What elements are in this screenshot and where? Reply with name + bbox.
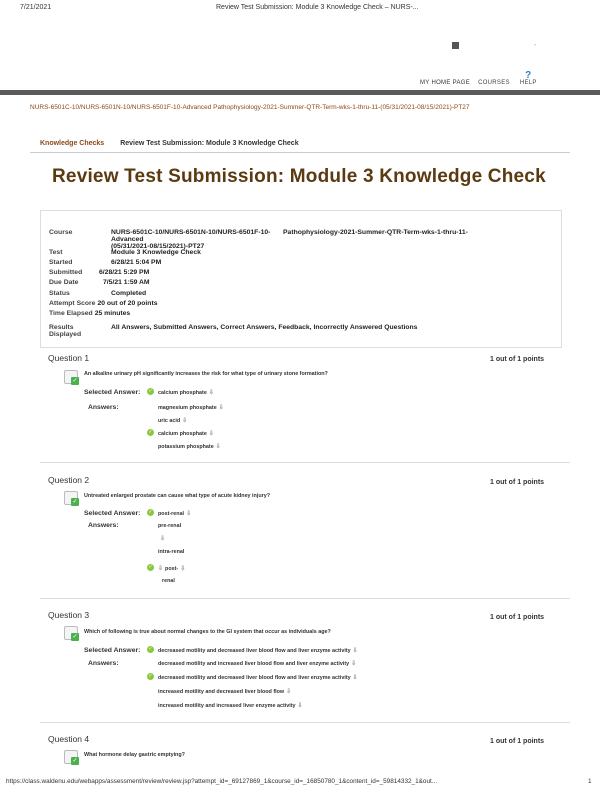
feedback-icon[interactable]: ⇩ [352,648,358,654]
selected-answer-label: Selected Answer: [84,510,141,517]
info-label: Test [49,249,63,256]
nav-help[interactable] [520,71,537,86]
feedback-icon[interactable]: ⇩ [352,675,358,681]
question-text: Untreated enlarged prostate can cause what type of acute kidney injury? [84,493,271,499]
info-value: All Answers, Submitted Answers, Correct Answers, Feedback, Incorrectly Answered Questions [111,324,418,331]
question-divider [40,598,570,599]
feedback-icon[interactable]: ⇩ [218,405,224,411]
info-label: Started [49,259,73,266]
nav-courses[interactable]: COURSES [478,80,510,86]
header-dash: - [534,42,537,49]
print-title: Review Test Submission: Module 3 Knowledge Check – NURS-... [216,4,419,11]
info-value: NURS-6501C-10/NURS-6501N-10/NURS-6501F-10-Advanced (05/31/2021-08/15/2021)-PT27 [111,229,271,250]
info-value: Completed [111,290,147,297]
info-time-elapsed [49,310,130,317]
answer-option: magnesium phosphate ⇩ [158,405,224,411]
top-navigation-bar [0,16,600,91]
sub-breadcrumb [40,140,299,147]
answer-option: uric acid ⇩ [158,418,188,424]
answers-label: Answers: [88,660,119,667]
feedback-icon[interactable]: ⇩ [158,566,164,572]
info-test [49,249,201,256]
info-due-date [49,279,150,286]
info-label: Submitted [49,269,83,276]
info-label: Course [49,229,73,236]
feedback-icon[interactable]: ⇩ [351,661,357,667]
answer-option: calcium phosphate ⇩ [158,431,214,437]
answer-option: intra-renal [158,549,185,555]
info-value: 6/28/21 5:29 PM [99,269,150,276]
question-title: Question 3 [48,610,90,620]
correct-check-icon: ✓ [148,429,153,435]
help-icon: ? [525,70,532,81]
info-label: Time Elapsed [49,310,93,317]
main-nav [420,71,537,86]
page-title: Review Test Submission: Module 3 Knowledge Check [52,166,546,187]
check-icon: ✓ [72,758,78,764]
feedback-icon[interactable]: ⇩ [160,536,166,542]
print-page-number: 1 [588,778,592,785]
question-title: Question 1 [48,353,90,363]
print-footer-url: https://class.waldenu.edu/webapps/assessment/review/review.jsp?attempt_id=_69127869_1&course_id=_16850780_1&content_id=_59814332_1&out... [6,778,438,785]
print-header [0,0,600,16]
info-status [49,290,146,297]
answers-label: Answers: [88,404,119,411]
answer-option: pre-renal [158,523,182,529]
info-attempt-score [49,300,158,307]
question-text: An alkaline urinary pH significantly increases the risk for what type of urinary stone formation? [84,371,328,377]
info-submitted [49,269,149,276]
submission-details [40,210,562,348]
feedback-icon[interactable]: ⇩ [208,390,214,396]
correct-check-icon: ✓ [148,646,153,652]
question-divider [40,722,570,723]
correct-answer-icon [64,491,78,505]
feedback-icon[interactable]: ⇩ [208,431,214,437]
check-icon: ✓ [72,634,78,640]
selected-answer: post-renal ⇩ [158,511,192,517]
feedback-icon[interactable]: ⇩ [215,444,221,450]
info-value: 20 out of 20 points [97,300,158,307]
header-divider-bar [0,90,600,95]
question-score: 1 out of 1 points [490,738,545,745]
subnav-divider [30,152,570,153]
question-text: Which of following is true about normal changes to the GI system that occur as individuals age? [84,629,331,635]
correct-answer-icon [64,626,78,640]
info-course [49,229,468,250]
correct-check-icon: ✓ [148,388,153,394]
feedback-icon[interactable]: ⇩ [286,689,292,695]
question-divider [40,462,570,463]
question-title: Question 4 [48,734,90,744]
breadcrumb[interactable]: NURS-6501C-10/NURS-6501N-10/NURS-6501F-10-Advanced Pathophysiology-2021-Summer-QTR-Term-wks-1-thru-11-(05/31/2021-08/15/2021)-PT27 [30,104,470,111]
answer-option: potassium phosphate ⇩ [158,444,221,450]
info-value: 25 minutes [94,310,131,317]
info-results-displayed [49,324,417,338]
info-label: Attempt Score [49,300,96,307]
answer-option: increased motility and decreased liver blood flow ⇩ [158,689,292,695]
help-label: HELP [519,80,537,86]
answers-label: Answers: [88,522,119,529]
check-icon: ✓ [72,499,78,505]
correct-answer-icon [64,370,78,384]
answer-option: renal [162,578,175,584]
knowledge-checks-link[interactable]: Knowledge Checks [40,140,105,147]
answer-option: decreased motility and increased liver blood flow and liver enzyme activity ⇩ [158,661,357,667]
correct-check-icon: ✓ [148,673,153,679]
question-title: Question 2 [48,475,90,485]
current-page-crumb: Review Test Submission: Module 3 Knowledge Check [120,140,299,147]
info-value: 6/28/21 5:04 PM [111,259,162,266]
question-text: What hormone delay gastric emptying? [84,752,185,758]
selected-answer-label: Selected Answer: [84,647,141,654]
answer-option: increased motility and increased liver enzyme activity ⇩ [158,703,303,709]
info-value: Module 3 Knowledge Check [111,249,201,256]
selected-answer: decreased motility and decreased liver blood flow and liver enzyme activity ⇩ [158,648,358,654]
question-score: 1 out of 1 points [490,356,545,363]
feedback-icon[interactable]: ⇩ [180,566,186,572]
info-started [49,259,161,266]
feedback-icon[interactable]: ⇩ [186,511,192,517]
nav-my-home-page[interactable]: MY HOME PAGE [420,80,471,86]
info-label: Due Date [49,279,79,286]
answer-option: decreased motility and decreased liver blood flow and liver enzyme activity ⇩ [158,675,358,681]
correct-answer-icon [64,750,78,764]
question-score: 1 out of 1 points [490,479,545,486]
check-icon: ✓ [72,378,78,384]
question-score: 1 out of 1 points [490,614,545,621]
info-value: Pathophysiology-2021-Summer-QTR-Term-wks-1-thru-11- [283,229,468,236]
correct-check-icon: ✓ [148,564,153,570]
correct-check-icon: ✓ [148,509,153,515]
feedback-icon[interactable]: ⇩ [297,703,303,709]
answer-option: ⇩ post- ⇩ [158,566,186,572]
feedback-icon[interactable]: ⇩ [182,418,188,424]
selected-answer-label: Selected Answer: [84,389,141,396]
info-label: Results Displayed [49,324,82,338]
notification-icon[interactable] [452,42,459,49]
info-value: 7/5/21 1:59 AM [103,279,150,286]
selected-answer: calcium phosphate ⇩ [158,390,214,396]
info-label: Status [49,290,70,297]
print-date: 7/21/2021 [20,4,52,11]
